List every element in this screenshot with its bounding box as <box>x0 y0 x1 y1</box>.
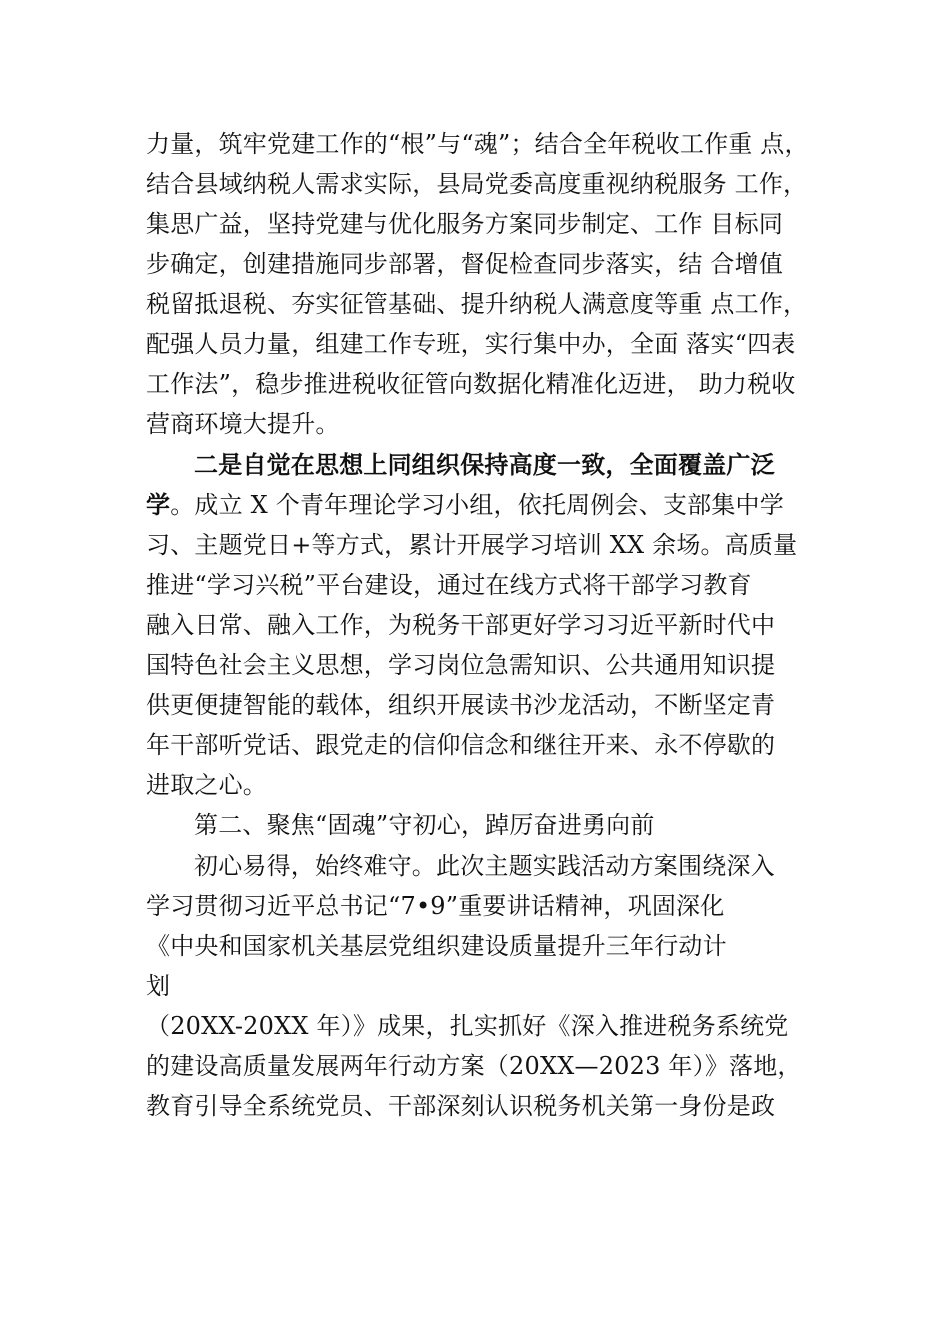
paragraph2-line-2-text: 。成立 X 个青年理论学习小组，依托周例会、支部集中学 <box>170 491 784 519</box>
paragraph3-line-6: 的建设高质量发展两年行动方案（20XX—2023 年）》落地， <box>146 1052 802 1080</box>
paragraph2-line-5: 融入日常、融入工作，为税务干部更好学习习近平新时代中 <box>146 611 776 639</box>
section-heading: 第二、聚焦“固魂”守初心，踔厉奋进勇向前 <box>194 811 655 839</box>
paragraph1-line-5: 税留抵退税、夯实征管基础、提升纳税人满意度等重 点工作， <box>146 290 808 318</box>
paragraph1-line-6: 配强人员力量，组建工作专班，实行集中办，全面 落实“四表 <box>146 330 796 358</box>
paragraph2-line-6: 国特色社会主义思想，学习岗位急需知识、公共通用知识提 <box>146 651 776 679</box>
paragraph2-line-9: 进取之心。 <box>146 771 267 799</box>
paragraph1-line-8: 营商环境大提升。 <box>146 410 340 438</box>
paragraph2-line-8: 年干部听党话、跟党走的信仰信念和继往开来、永不停歇的 <box>146 731 776 759</box>
paragraph3-line-5: （20XX-20XX 年）》成果，扎实抓好《深入推进税务系统党 <box>146 1012 789 1040</box>
paragraph1-line-3: 集思广益，坚持党建与优化服务方案同步制定、工作 目标同 <box>146 210 784 238</box>
paragraph3-line-3: 《中央和国家机关基层党组织建设质量提升三年行动计 <box>146 932 727 960</box>
paragraph2-line-2 <box>146 485 784 525</box>
paragraph1-line-4: 步确定，创建措施同步部署，督促检查同步落实，结 合增值 <box>146 250 784 278</box>
paragraph1-line-2: 结合县域纳税人需求实际，县局党委高度重视纳税服务 工作， <box>146 170 808 198</box>
paragraph1-line-1: 力量，筑牢党建工作的“根”与“魂”；结合全年税收工作重 点， <box>146 130 809 158</box>
paragraph3-line-2: 学习贯彻习近平总书记“7•9”重要讲话精神，巩固深化 <box>146 892 725 920</box>
paragraph2-bold-heading: 二是自觉在思想上同组织保持高度一致，全面覆盖广泛 <box>194 451 775 479</box>
paragraph2-line-4: 推进“学习兴税”平台建设，通过在线方式将干部学习教育 <box>146 571 752 599</box>
paragraph1-line-7: 工作法”，稳步推进税收征管向数据化精准化迈进， 助力税收 <box>146 370 796 398</box>
paragraph2-line-3: 习、主题党日+等方式，累计开展学习培训 XX 余场。高质量 <box>146 531 798 559</box>
paragraph2-bold-tail: 学 <box>146 491 171 519</box>
paragraph3-line-4: 划 <box>146 972 171 1000</box>
paragraph2-line-7: 供更便捷智能的载体，组织开展读书沙龙活动，不断坚定青 <box>146 691 776 719</box>
paragraph3-line-1: 初心易得，始终难守。此次主题实践活动方案围绕深入 <box>194 852 775 880</box>
paragraph3-line-7: 教育引导全系统党员、干部深刻认识税务机关第一身份是政 <box>146 1092 776 1120</box>
